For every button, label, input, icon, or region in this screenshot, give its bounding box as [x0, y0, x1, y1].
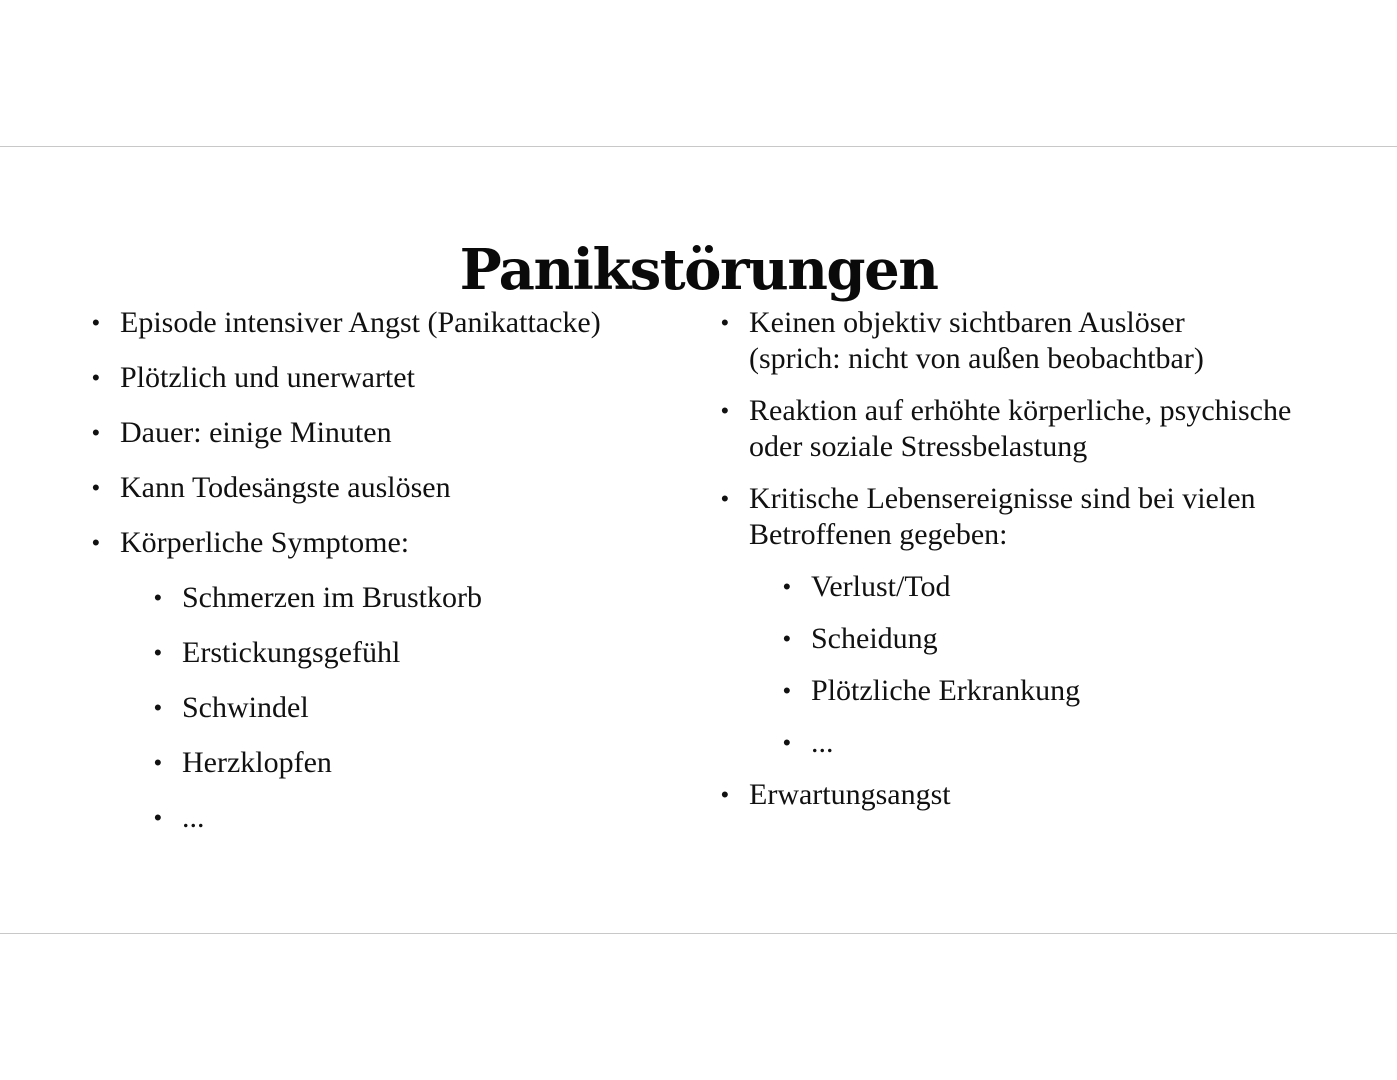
sub-list-item: [154, 690, 672, 726]
sub-list-item: [154, 635, 672, 671]
list-item-text: Dauer: einige Minuten: [120, 416, 392, 449]
list-item: [721, 393, 1341, 465]
list-item-text: Plötzliche Erkrankung: [811, 674, 1081, 707]
list-item-text: Episode intensiver Angst (Panikattacke): [120, 306, 601, 339]
list-item-text: Kann Todesängste auslösen: [120, 471, 451, 504]
bullet-icon: •: [92, 475, 100, 500]
slide-title: Panikstörungen: [459, 236, 938, 303]
list-item-text: Verlust/Tod: [811, 570, 951, 603]
list-item-text: Reaktion auf erhöhte körperliche, psychische oder soziale Stressbelastung: [749, 394, 1292, 463]
list-item-text: Erstickungsgefühl: [182, 636, 401, 669]
list-item-text: Keinen objektiv sichtbaren Auslöser (sprich: nicht von außen beobachtbar): [749, 306, 1204, 375]
list-item-text: Herzklopfen: [182, 746, 332, 779]
sub-list-item: [154, 800, 672, 836]
list-item-text: Schmerzen im Brustkorb: [182, 581, 482, 614]
sub-list-item: [154, 745, 672, 781]
list-item: [92, 525, 672, 561]
bullet-icon: •: [721, 398, 729, 423]
list-item: [92, 305, 672, 341]
bottom-divider: [0, 933, 1397, 934]
bullet-icon: •: [721, 310, 729, 335]
sub-list-item: [783, 621, 1341, 657]
bullet-icon: •: [92, 310, 100, 335]
list-item-text: Körperliche Symptome:: [120, 526, 410, 559]
bullet-icon: •: [721, 782, 729, 807]
list-item-text: ...: [811, 726, 834, 759]
right-bullet-list: [721, 305, 1341, 829]
bullet-icon: •: [783, 678, 791, 703]
bullet-icon: •: [783, 730, 791, 755]
sub-list-item: [783, 673, 1341, 709]
list-item-text: Schwindel: [182, 691, 309, 724]
bullet-icon: •: [154, 805, 162, 830]
sub-list-item: [154, 580, 672, 616]
top-divider: [0, 146, 1397, 147]
list-item: [92, 360, 672, 396]
bullet-icon: •: [92, 365, 100, 390]
list-item-text: Kritische Lebensereignisse sind bei vielen Betroffenen gegeben:: [749, 482, 1256, 551]
bullet-icon: •: [154, 585, 162, 610]
list-item-text: Erwartungsangst: [749, 778, 951, 811]
bullet-icon: •: [154, 695, 162, 720]
list-item: [92, 470, 672, 506]
bullet-icon: •: [783, 626, 791, 651]
left-bullet-list: [92, 305, 672, 855]
sub-list-item: [783, 725, 1341, 761]
list-item: [721, 481, 1341, 553]
bullet-icon: •: [721, 486, 729, 511]
bullet-icon: •: [783, 574, 791, 599]
bullet-icon: •: [92, 420, 100, 445]
bullet-icon: •: [154, 640, 162, 665]
list-item-text: Plötzlich und unerwartet: [120, 361, 415, 394]
bullet-icon: •: [154, 750, 162, 775]
list-item-text: ...: [182, 801, 205, 834]
bullet-icon: •: [92, 530, 100, 555]
list-item: [721, 305, 1341, 377]
list-item-text: Scheidung: [811, 622, 938, 655]
sub-list-item: [783, 569, 1341, 605]
list-item: [92, 415, 672, 451]
list-item: [721, 777, 1341, 813]
